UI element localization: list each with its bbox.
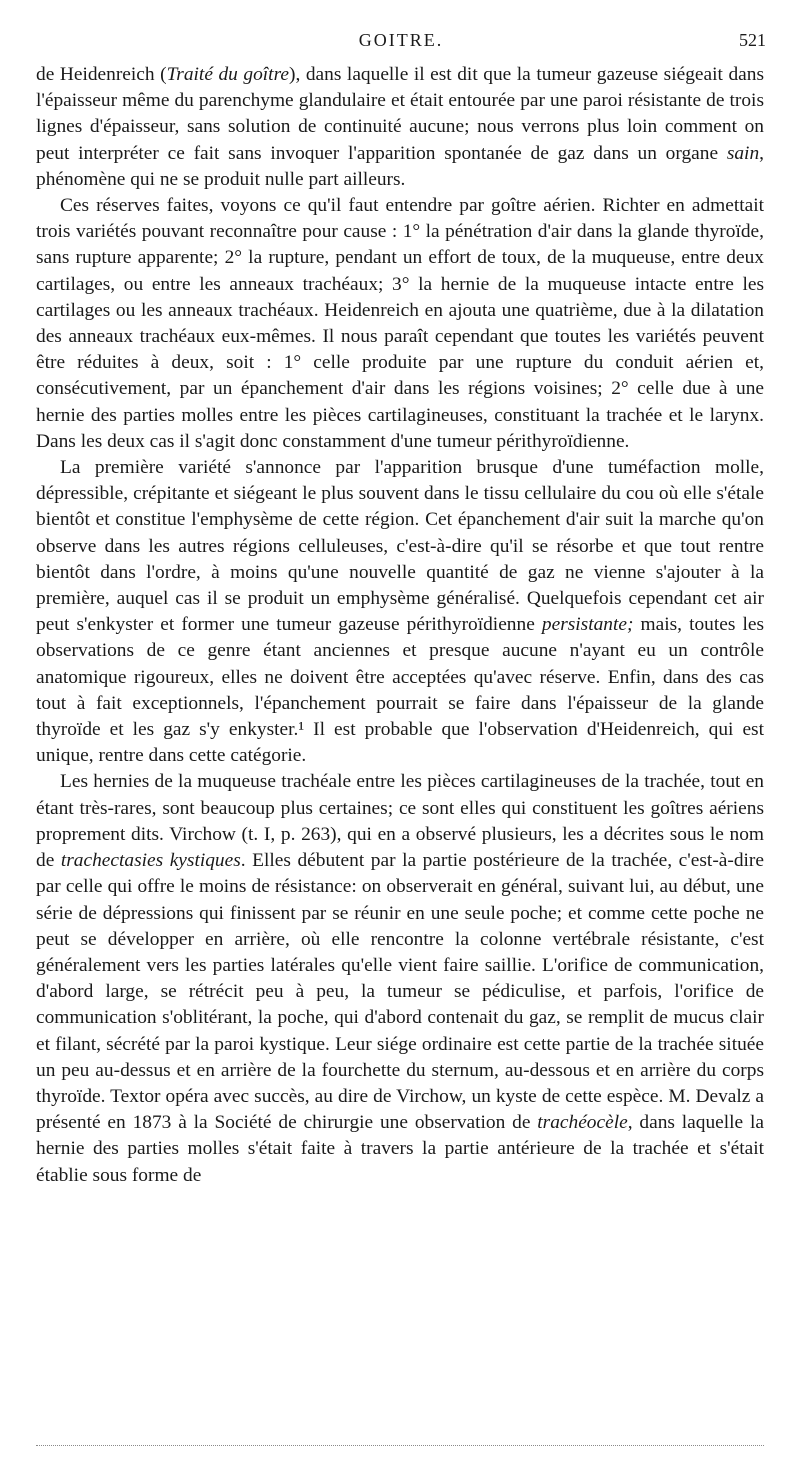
italic-text: trachéocèle bbox=[537, 1112, 628, 1134]
italic-text: trachectasies kystiques bbox=[60, 850, 241, 872]
italic-text: persistante; bbox=[541, 614, 634, 636]
paragraph bbox=[36, 455, 764, 769]
text-run: Ces réserves faites, voyons ce qu'il faut entendre par goître aérien. Richter en admettait trois variétés pouvant reconnaître pour cause : 1° la pénétration d'air dans la glande thyroïde, sans rupture apparente; 2° la rupture, pendant un effort de toux, de la muqueuse, entre deux cartilages, ou entre les anneaux trachéaux; 3° la hernie de la muqueuse intacte entre les cartilages ou les anneaux trachéaux. Heidenreich en ajouta une quatrième, due à la dilatation des anneaux trachéaux eux-mêmes. Il nous paraît cependant que toutes les variétés peuvent être réduites à deux, soit : 1° celle produite par une rupture du conduit aérien et, consécutivement, par un épanchement d'air dans les régions voisines; 2° celle due à une hernie des parties molles entre les pièces cartilagineuses, constituant la trachée et le larynx. Dans les deux cas il s'agit donc constamment d'une tumeur périthyroïdienne. bbox=[36, 195, 764, 452]
text-run: , phénomène qui ne se produit nulle part ailleurs. bbox=[36, 142, 764, 190]
text-run: La première variété s'annonce par l'apparition brusque d'une tuméfaction molle, dépressible, crépitante et siégeant le plus souvent dans le tissu cellulaire du cou où elle s'étale bientôt et constitue l'emphysème de cette région. Cet épanchement d'air suit la marche qu'on observe dans les autres régions celluleuses, c'est-à-dire qu'il se résorbe et que tout rentre bientôt dans l'ordre, à moins qu'une nouvelle quantité de gaz ne vienne s'ajouter à la première, auquel cas il se produit un emphysème généralisé. Quelquefois cependant cet air peut s'enkyster et former une tumeur gazeuse périthyroïdienne bbox=[36, 457, 764, 636]
page-number: 521 bbox=[739, 30, 766, 50]
text-run: , dans laquelle la hernie des parties molles s'était faite à travers la partie antérieure de la trachée et s'était établie sous forme de bbox=[36, 1112, 764, 1186]
text-run: mais, toutes les observations de ce genre étant anciennes et presque aucune n'ayant eu un contrôle anatomique rigoureux, elles ne doivent être acceptées qu'avec réserve. Enfin, dans des cas tout à fait exceptionnels, l'épanchement pourrait se faire dans l'épaisseur de la glande thyroïde et les gaz s'y enkyster.¹ Il est probable que l'observation d'Heidenreich, qui est unique, rentre dans cette catégorie. bbox=[36, 614, 764, 767]
italic-text: Traité du goître bbox=[166, 64, 289, 85]
paragraph bbox=[36, 62, 764, 193]
running-title: GOITRE. bbox=[358, 30, 444, 50]
running-header bbox=[36, 30, 766, 56]
body-text bbox=[36, 62, 764, 1189]
text-run: ), dans laquelle il est dit que la tumeur gazeuse siégeait dans l'épaisseur même du parenchyme glandulaire et était entourée par une paroi résistante de trois lignes d'épaisseur, sans solution de continuité aucune; nous verrons plus loin comment on peut interpréter ce fait sans invoquer l'apparition spontanée de gaz dans un organe bbox=[36, 64, 764, 164]
footer-divider bbox=[36, 1445, 764, 1446]
text-run: . Elles débutent par la partie postérieure de la trachée, c'est-à-dire par celle qui offre le moins de résistance: on observerait en général, suivant lui, au début, une série de dépressions qui finissent par se réunir en une seule poche; et comme cette poche ne peut se développer en arrière, où elle rencontre la colonne vertébrale résistante, c'est généralement vers les parties latérales qu'elle vient faire saillie. L'orifice de communication, d'abord large, se rétrécit peu à peu, la tumeur se pédiculise, et parfois, l'orifice de communication s'oblitérant, la poche, qui d'abord contenait du gaz, se remplit de mucus clair et filant, sécrété par la paroi kystique. Leur siége ordinaire est cette partie de la trachée située un peu au-dessus et en arrière de la fourchette du sternum, au-dessous et en arrière du corps thyroïde. Textor opéra avec succès, au dire de Virchow, un kyste de cette espèce. M. Devalz a présenté en 1873 à la Société de chirurgie une observation de bbox=[36, 850, 764, 1134]
text-run: Les hernies de la muqueuse trachéale entre les pièces cartilagineuses de la trachée, tout en étant très-rares, sont beaucoup plus certaines; ce sont elles qui constituent les goîtres aériens proprement dits. Virchow (t. I, p. 263), qui en a observé plusieurs, les a décrites sous le nom de bbox=[36, 771, 764, 872]
text-run: de Heidenreich ( bbox=[36, 64, 167, 85]
paragraph bbox=[36, 193, 764, 455]
paragraph bbox=[36, 769, 764, 1188]
italic-text: sain bbox=[726, 142, 760, 164]
